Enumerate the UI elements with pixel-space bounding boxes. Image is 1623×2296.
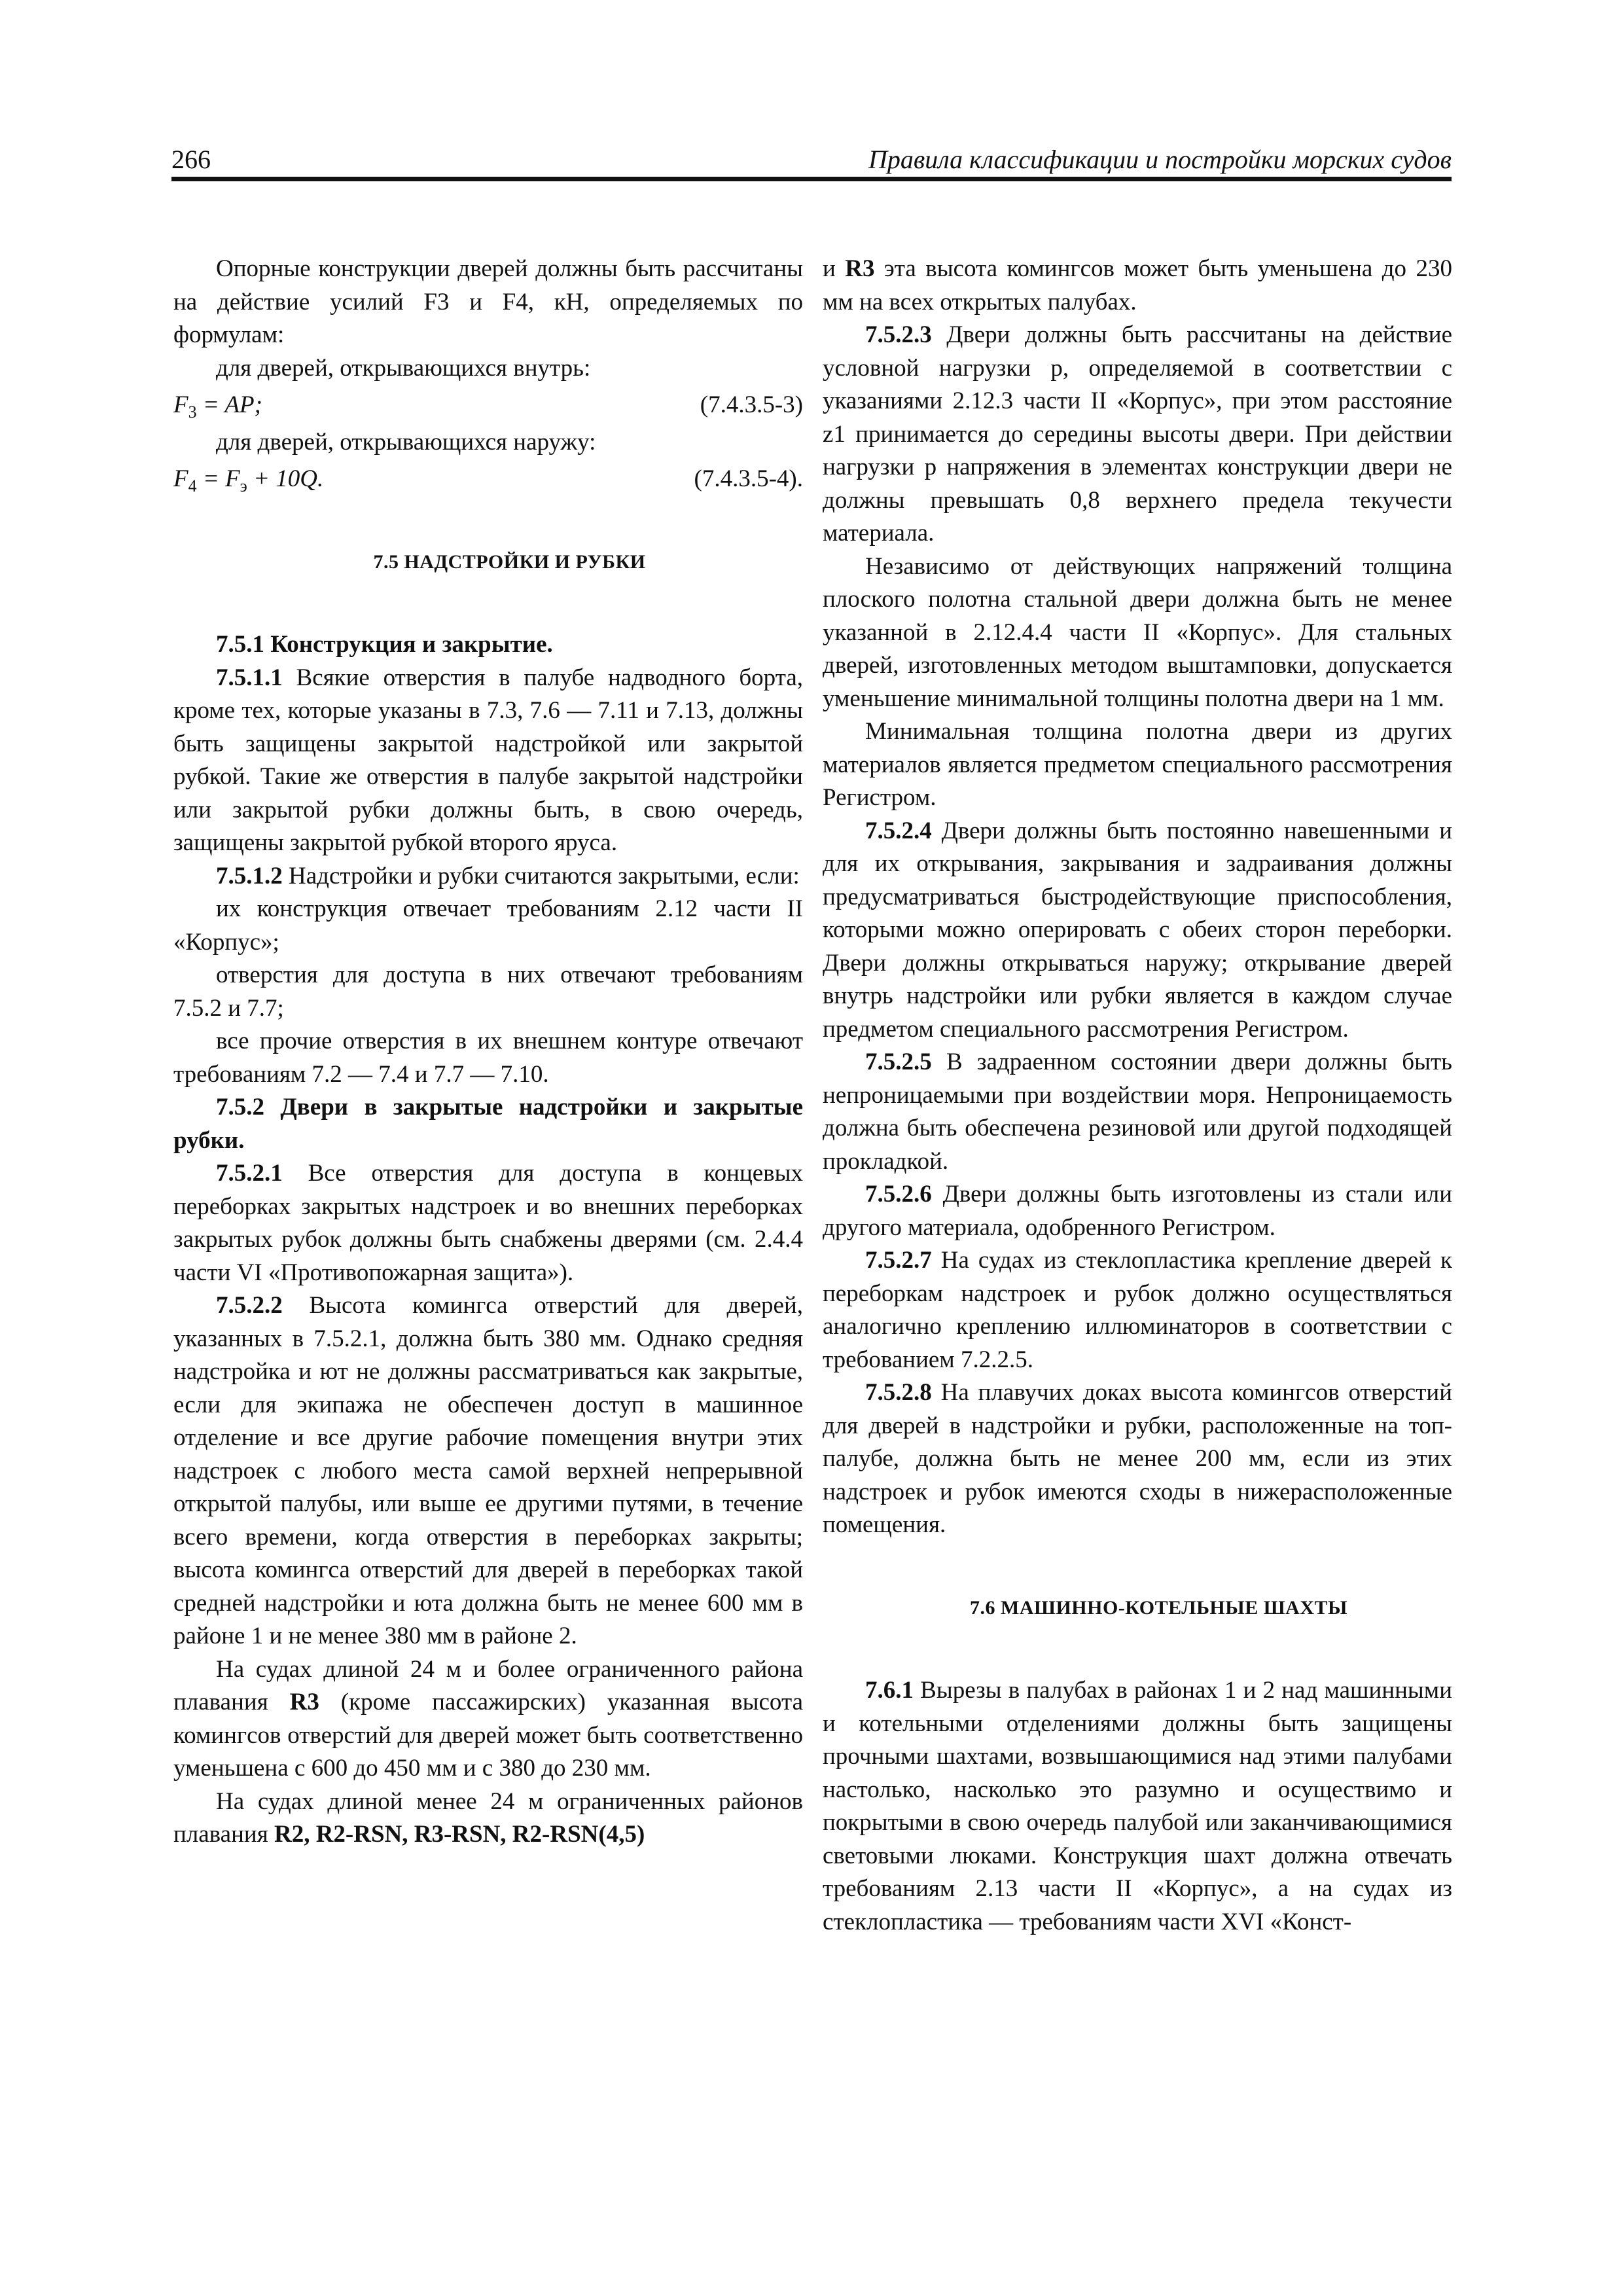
header-rule	[171, 177, 1452, 181]
right-column	[823, 253, 1452, 1939]
equation-7-4-3-5-4	[173, 463, 803, 496]
paragraph-supports: Опорные конструкции дверей должны быть рассчитаны на действие усилий F3 и F4, кН, определяемых по формулам:	[173, 255, 803, 348]
paragraph-7-5-1-1: 7.5.1.1 Всякие отверстия в палубе надводного борта, кроме тех, которые указаны в 7.3, 7.6 — 7.11 и 7.13, должны быть защищены закрытой надстройкой или закрытой рубкой. Такие же отверстия в палубе закрытой надстройки или закрытой рубки должны быть, в свою очередь, защищены закрытой рубкой второго яруса.	[173, 664, 803, 856]
subsection-title-7-5-1: 7.5.1 Конструкция и закрытие.	[216, 631, 553, 658]
paragraph-doors-outward: для дверей, открывающихся наружу:	[216, 428, 596, 456]
running-header-title: Правила классификации и постройки морских судов	[868, 145, 1452, 174]
paragraph-7-5-2-1: 7.5.2.1 Все отверстия для доступа в концевых переборках закрытых надстроек и во внешних переборках закрытых рубок должны быть снабжены дверями (см. 2.4.4 части VI «Противопожарная защита»).	[173, 1160, 803, 1286]
paragraph-7-5-2-7: 7.5.2.7 На судах из стеклопластика крепление дверей к переборкам надстроек и рубок должно осуществляться аналогично креплению иллюминаторов в соответствии с требованием 7.2.2.5.	[823, 1247, 1452, 1373]
list-item: их конструкция отвечает требованиям 2.12 части II «Корпус»;	[173, 895, 803, 956]
section-heading-7-6: 7.6 МАШИННО-КОТЕЛЬНЫЕ ШАХТЫ	[970, 1596, 1347, 1619]
paragraph-continuation: и R3 эта высота комингсов может быть уменьшена до 230 мм на всех открытых палубах.	[823, 255, 1452, 315]
paragraph-other-materials: Минимальная толщина полотна двери из других материалов является предметом специального рассмотрения Регистром.	[823, 718, 1452, 811]
equation-number: (7.4.3.5-3)	[700, 391, 803, 418]
equation-formula: $F_3$ = AP;	[173, 391, 262, 422]
paragraph-plate-thickness: Независимо от действующих напряжений толщина плоского полотна стальной двери должна быть не менее указанной в 2.12.4.4 части II «Корпус». Для стальных дверей, изготовленных методом выштамповки, допускается уменьшение минимальной толщины полотна двери на 1 мм.	[823, 552, 1452, 712]
subsection-title-7-5-2: 7.5.2 Двери в закрытые надстройки и закрытые рубки.	[173, 1094, 803, 1154]
paragraph-7-5-2-6: 7.5.2.6 Двери должны быть изготовлены из стали или другого материала, одобренного Регистром.	[823, 1181, 1452, 1241]
paragraph-r3-reduction: На судах длиной 24 м и более ограниченного района плавания R3 (кроме пассажирских) указанная высота комингсов отверстий для дверей может быть соответственно уменьшена с 600 до 450 мм и с 380 до 230 мм.	[173, 1655, 803, 1782]
paragraph-7-5-2-5: 7.5.2.5 В задраенном состоянии двери должны быть непроницаемыми при воздействии моря. Непроницаемость должна быть обеспечена резиновой или другой подходящей прокладкой.	[823, 1049, 1452, 1175]
paragraph-7-5-2-4: 7.5.2.4 Двери должны быть постоянно навешенными и для их открывания, закрывания и задраивания должны предусматриваться быстродействующие приспособления, которыми можно оперировать с обеих сторон переборки. Двери должны открываться наружу; открывание дверей внутрь надстройки или рубки является в каждом случае предметом специального рассмотрения Регистром.	[823, 817, 1452, 1043]
paragraph-7-5-2-2: 7.5.2.2 Высота комингса отверстий для дверей, указанных в 7.5.2.1, должна быть 380 мм. Однако средняя надстройка и ют не должны рассматриваться как закрытые, если для экипажа не обеспечен доступ в машинное отделение и все другие рабочие помещения внутри этих надстроек с любого места самой верхней непрерывной открытой палубы, или выше ее другими путями, в течение всего времени, когда отверстия в переборках закрыты; высота комингса отверстий для дверей в переборках такой средней надстройки и юта должна быть не менее 600 мм в районе 1 и не менее 380 мм в районе 2.	[173, 1292, 803, 1649]
equation-7-4-3-5-3	[173, 389, 803, 422]
page-number: 266	[171, 145, 211, 174]
paragraph-r2-reduction: На судах длиной менее 24 м ограниченных районов плавания R2, R2-RSN, R3-RSN, R2-RSN(4,5)	[173, 1787, 803, 1848]
section-heading-7-5: 7.5 НАДСТРОЙКИ И РУБКИ	[373, 550, 646, 573]
paragraph-7-5-1-2: 7.5.1.2 Надстройки и рубки считаются закрытыми, если:	[216, 862, 800, 889]
equation-number: (7.4.3.5-4).	[694, 465, 803, 492]
paragraph-7-5-2-3: 7.5.2.3 Двери должны быть рассчитаны на действие условной нагрузки p, определяемой в соответствии с указаниями 2.12.3 части II «Корпус», при этом расстояние z1 принимается до середины высоты двери. При действии нагрузки p напряжения в элементах конструкции двери не должны превышать 0,8 верхнего предела текучести материала.	[823, 321, 1452, 547]
paragraph-7-5-2-8: 7.5.2.8 На плавучих доках высота комингсов отверстий для дверей в надстройки и рубки, расположенные на топ-палубе, должна быть не менее 200 мм, если из этих надстроек и рубок имеются сходы в нижерасположенные помещения.	[823, 1379, 1452, 1538]
equation-formula: $F_4 = F_э + 10Q$.	[173, 465, 324, 495]
left-column	[173, 253, 803, 1852]
paragraph-7-6-1: 7.6.1 Вырезы в палубах в районах 1 и 2 над машинными и котельными отделениями должны быть защищены прочными шахтами, возвышающимися над этими палубами настолько, насколько это разумно и осуществимо и покрытыми в свою очередь палубой или заканчивающимися световыми люками. Конструкция шахт должна отвечать требованиям 2.13 части II «Корпус», а на судах из стеклопластика — требованиям части XVI «Конст-	[823, 1677, 1452, 1935]
paragraph-doors-inward: для дверей, открывающихся внутрь:	[216, 354, 591, 382]
list-item: все прочие отверстия в их внешнем контуре отвечают требованиям 7.2 — 7.4 и 7.7 — 7.10.	[173, 1028, 803, 1088]
list-item: отверстия для доступа в них отвечают требованиям 7.5.2 и 7.7;	[173, 961, 803, 1022]
